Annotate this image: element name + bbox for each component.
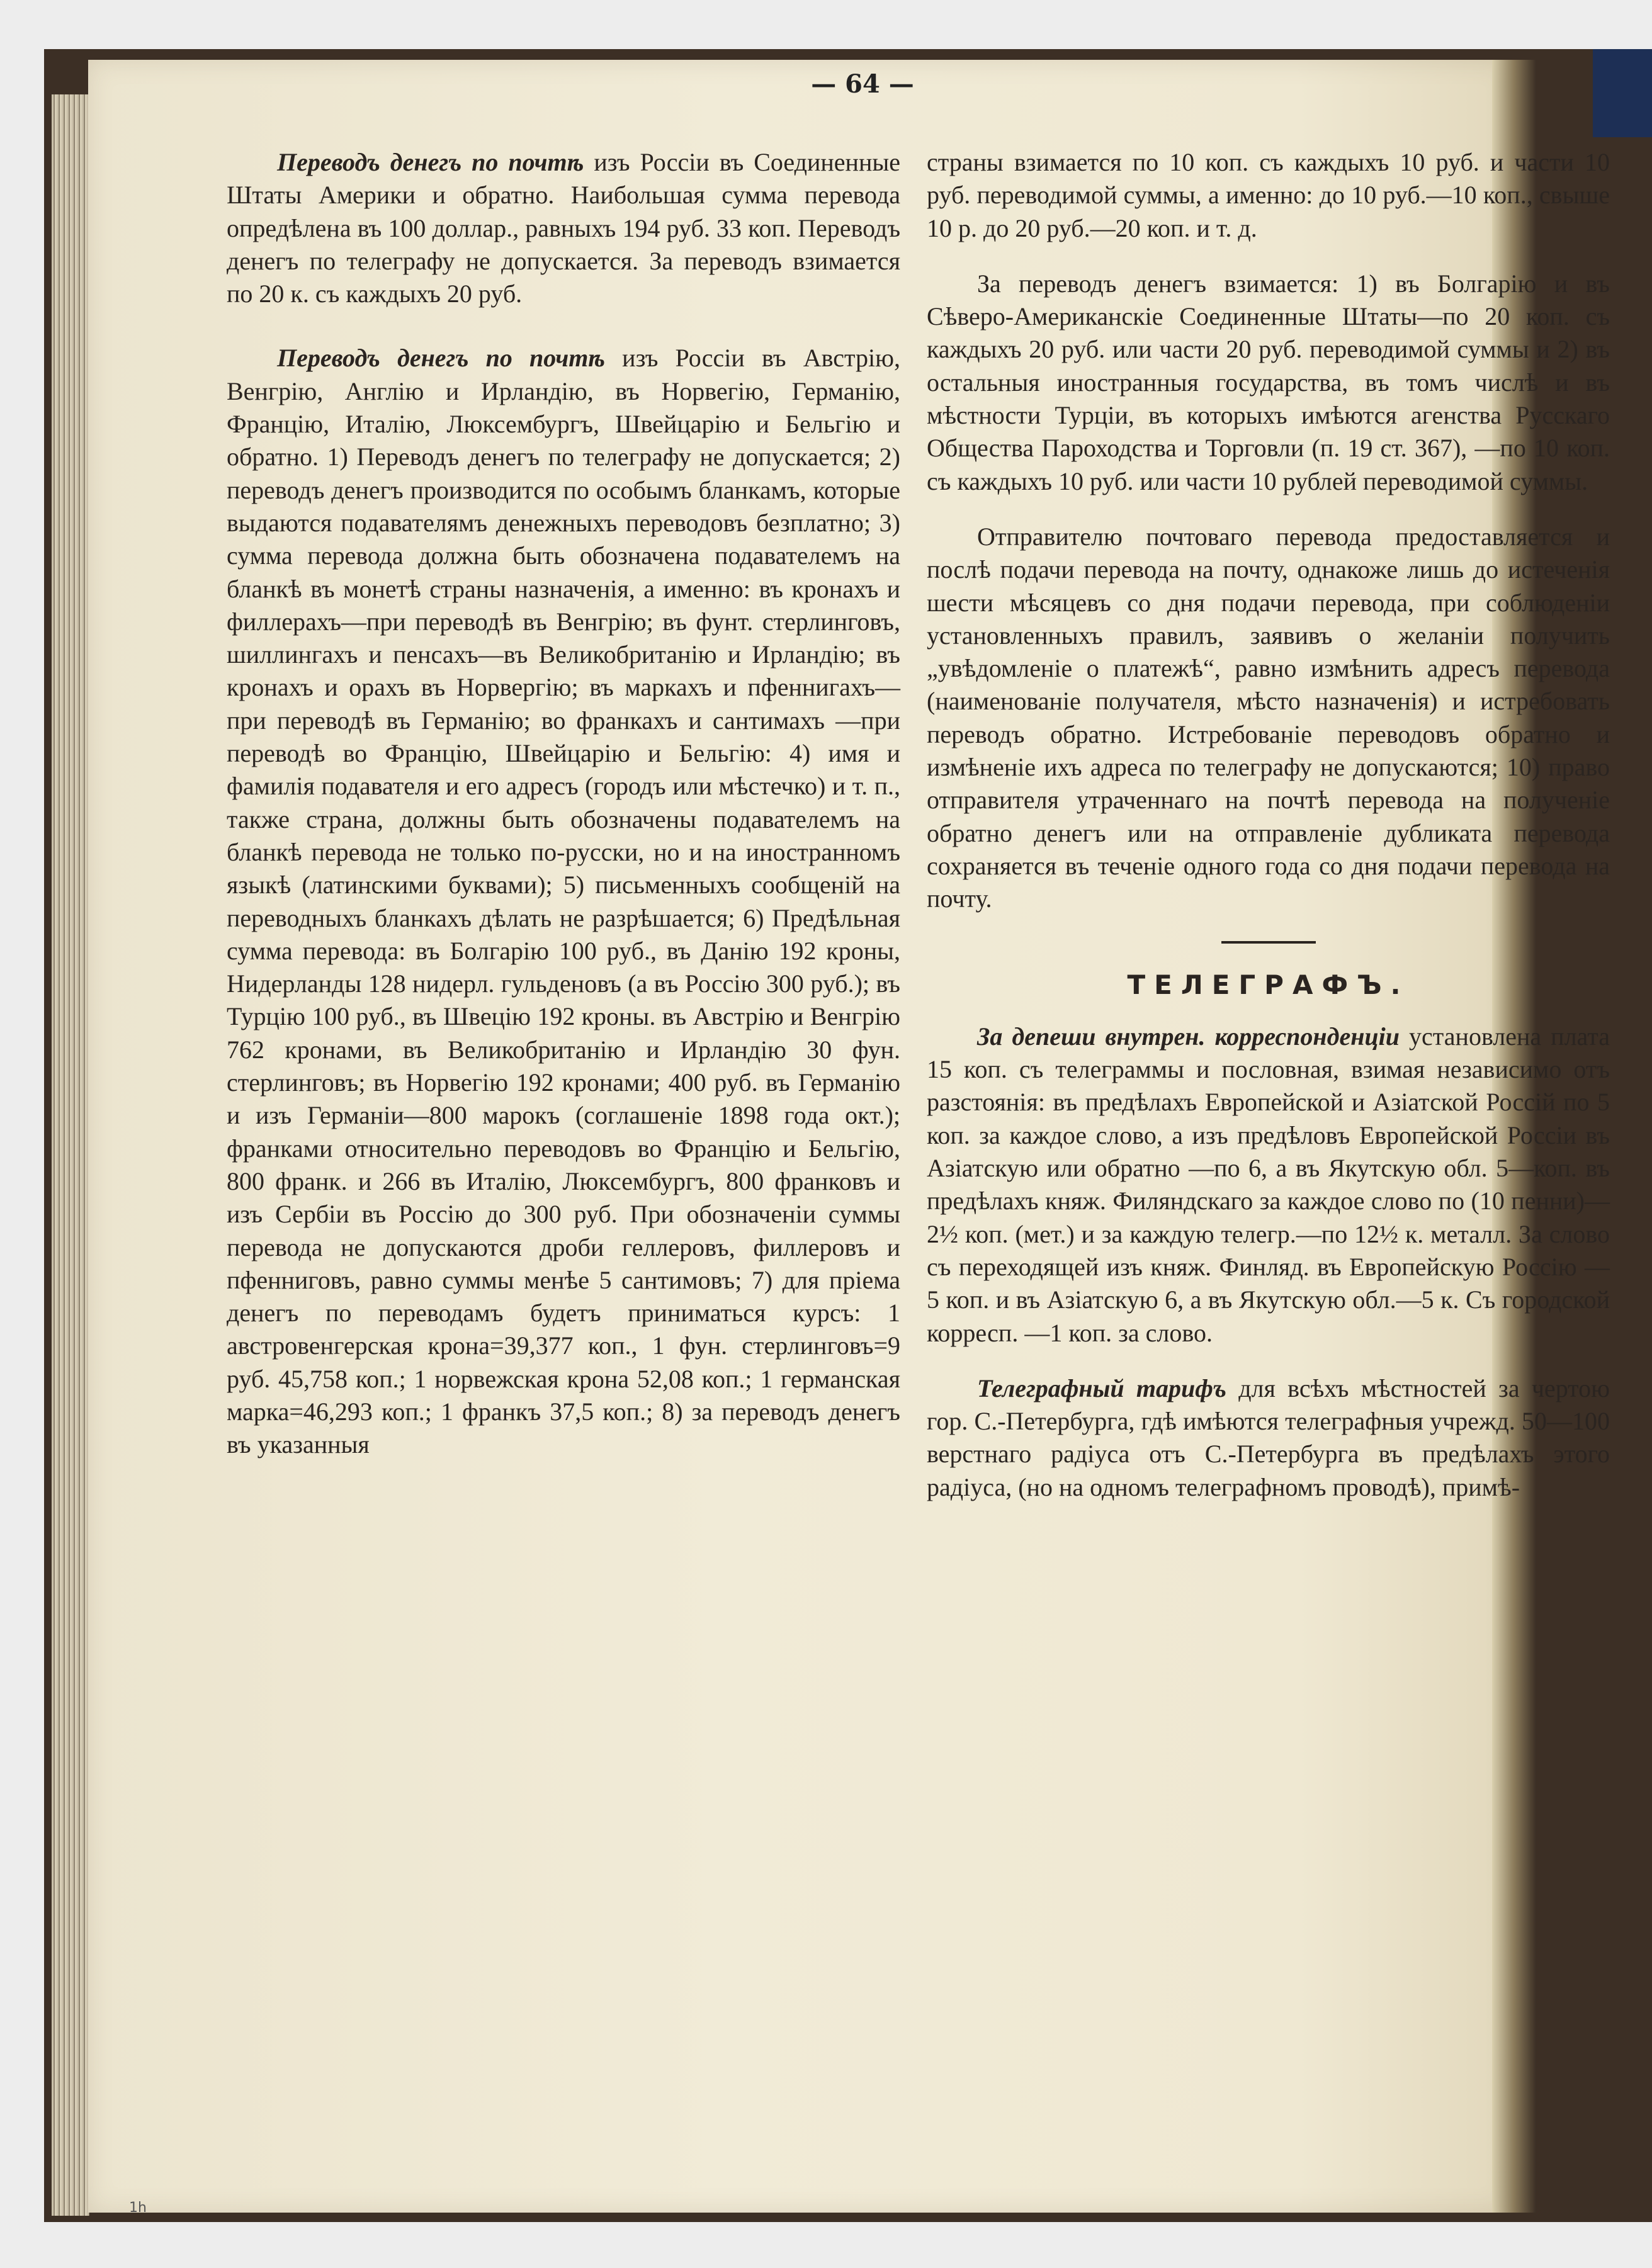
paragraph-transfer-usa	[227, 146, 900, 310]
page-edges	[52, 94, 89, 2216]
section-heading: ТЕЛЕГРАФЪ.	[1127, 969, 1410, 1000]
paragraph-text: изъ Россіи въ Соединенные Штаты Америки и обратно. Наибольшая сумма перевода опредѣлена въ 100 доллар., равныхъ 194 руб. 33 коп. Переводъ денегъ по телеграфу не допускается. За переводъ взимается по 20 к. съ каждыхъ 20 руб.	[227, 148, 900, 308]
paragraph-text: изъ Россіи въ Австрію, Венгрію, Англію и Ирландію, въ Норвегію, Германію, Францію, Италію, Люксембургъ, Швейцарію и Бельгію и обратно. 1) Переводъ денегъ по телеграфу не допускается; 2) переводъ денегъ производится по особымъ бланкамъ, которые выдаются подавателямъ денежныхъ переводовъ безплатно; 3) сумма перевода должна быть обозначена подавателемъ на бланкѣ въ монетѣ страны назначенія, а именно: въ кронахъ и филлерахъ—при переводѣ въ Венгрію; въ фунт. стерлинговъ, шиллингахъ и пенсахъ—въ Великобританію и Ирландію; въ кронахъ и орахъ въ Норвергію; въ маркахъ и пфеннигахъ—при переводѣ въ Германію; во франкахъ и сантимахъ —при переводѣ во Францію, Швейцарію и Бельгію: 4) имя и фамилія подавателя и его адресъ (городъ или мѣстечко) и т. п., также страна, должны быть обозначены подавателемъ на бланкѣ перевода не только по-русски, но и на иностранномъ языкѣ (латинскими буквами); 5) письменныхъ сообщеній на переводныхъ бланкахъ дѣлать не разрѣшается; 6) Предѣльная сумма перевода: въ Болгарію 100 руб., въ Данію 192 кроны, Нидерланды 128 нидерл. гульденовъ (а въ Россію 300 руб.); въ Турцію 100 руб., въ Швецію 192 кроны. въ Австрію и Венгрію 762 кронами, въ Великобританію и Ирландію 30 фун. стерлинговъ; въ Норвегію 192 кронами; 400 руб. въ Германію и изъ Германіи—800 марокъ (соглашеніе 1898 года окт.); франками относительно переводовъ во Францію и Бельгію, 800 франк. и 266 въ Италію, Люксембургъ, 800 франковъ и изъ Сербіи въ Россію до 300 руб. При обозначеніи суммы перевода не допускаются дроби геллеровъ, филлеровъ и пфенниговъ, равно суммы менѣе 5 сантимовъ; 7) для пріема денегъ по переводамъ будетъ приниматься курсъ: 1 австровенгерская крона=39,377 коп., 1 фун. стерлинговъ=9 руб. 45,758 коп.; 1 норвежская крона 52,08 коп.; 1 германская марка=46,293 коп.; 1 франкъ 37,5 коп.; 8) за переводъ денегъ въ указанныя	[227, 344, 900, 1459]
paragraph-text: установлена плата 15 коп. съ телеграммы и пословная, взимая независимо отъ разстоянія: въ предѣлахъ Европейской и Азіатской Россій по 5 коп. за каждое слово, а изъ предѣловъ Европейской Россіи въ Азіатскую или обратно —по 6, а въ Якутскую обл. 5—коп. въ предѣлахъ княж. Филяндскаго за каждое слово по (10 пенни)—2½ коп. (мет.) и за каждую телегр.—по 12½ к. металл. За слово съ переходящей изъ княж. Финляд. въ Европейскую Россію —5 коп. и въ Азіатскую 6, а въ Якутскую обл.—5 к. Съ городской корресп. —1 коп. за слово.	[927, 1022, 1610, 1347]
paragraph-lead: Телеграфный тарифъ	[977, 1374, 1226, 1402]
bookmark-ribbon	[1593, 49, 1652, 137]
paragraph-text: для всѣхъ мѣстностей за чертою гор. С.-Петербурга, гдѣ имѣются телеграфныя учрежд. 50—100 верстнаго радіуса отъ С.-Петербурга въ предѣлахъ этого радіуса, (но на одномъ телеграфномъ проводѣ), примѣ-	[927, 1374, 1610, 1501]
paragraph-fees: За переводъ денегъ взимается: 1) въ Болгарію и въ Сѣверо-Американскіе Соединенные Штаты—по 20 коп. съ каждыхъ 20 руб. или части 20 руб. переводимой суммы и 2) въ остальныя иностранныя государства, въ томъ числѣ и въ мѣстности Турціи, въ которыхъ имѣются агенства Русскаго Общества Пароходства и Торговли (п. 19 ст. 367), —по 10 коп. съ каждыхъ 10 руб. или части 10 рублей переводимой суммы.	[927, 269, 1610, 495]
paragraph-telegraph-domestic	[927, 1020, 1610, 1350]
paragraph-lead: Переводъ денегъ по почтѣ	[277, 344, 605, 373]
left-column	[227, 146, 900, 1462]
page-number: — 64 —	[811, 69, 914, 99]
paragraph-lead: Переводъ денегъ по почтѣ	[277, 148, 584, 176]
right-column	[927, 146, 1610, 1504]
paragraph-transfer-europe	[227, 342, 900, 1461]
paragraph-telegraph-tariff	[927, 1372, 1610, 1504]
section-divider	[1221, 941, 1316, 944]
footer-mark: 1h	[129, 2200, 147, 2216]
paragraph-lead: За депеши внутрен. корреспонденціи	[977, 1022, 1400, 1051]
paragraph-continuation: страны взимается по 10 коп. съ каждыхъ 10 руб. и части 10 руб. переводимой суммы, а именно: до 10 руб.—10 коп., свыше 10 р. до 20 руб.—20 коп. и т. д.	[927, 148, 1610, 242]
paragraph-sender-rights: Отправителю почтоваго перевода предоставляется и послѣ подачи перевода на почту, однакоже лишь до истеченія шести мѣсяцевъ со дня подачи перевода, при соблюденіи установленныхъ правилъ, заявивъ о желаніи получить „увѣдомленіе о платежѣ“, равно измѣнить адресъ перевода (наименованіе получателя, мѣсто назначенія) и истребовать переводъ обратно. Истребованіе переводовъ обратно и измѣненіе ихъ адреса по телеграфу не допускаются; 10) право отправителя утраченнаго на почтѣ перевода на полученіе обратно денегъ или на отправленіе дубликата перевода сохраняется въ теченіе одного года со дня подачи перевода на почту.	[927, 522, 1610, 913]
